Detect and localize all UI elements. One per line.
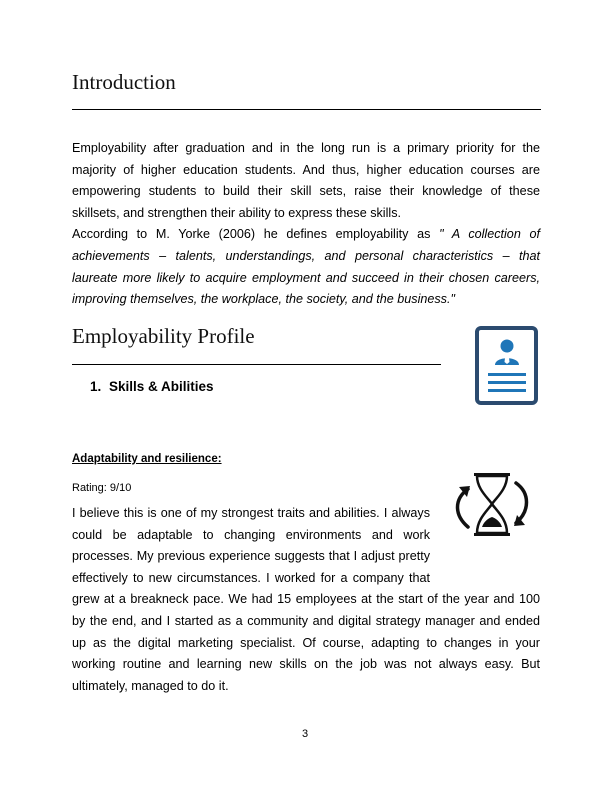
- yorke-quote: " A collection of achievements – talents, understandings, and personal characteristics – that laureate more likely to acquire employment and succeed in their chosen careers, improving themselves, the workplace, the society, and the business.": [72, 227, 540, 307]
- profile-divider: [72, 364, 441, 365]
- section-skills-abilities: [90, 379, 214, 394]
- page-number: 3: [302, 728, 309, 740]
- introduction-heading: Introduction: [72, 70, 176, 94]
- profile-card-icon: [474, 325, 540, 407]
- adaptability-rating: Rating: 9/10: [72, 482, 132, 494]
- introduction-divider: [72, 109, 541, 110]
- adaptability-heading: Adaptability and resilience:: [72, 453, 222, 465]
- section-number: 1.: [90, 379, 102, 394]
- hourglass-cycle-icon: [430, 503, 540, 569]
- adaptability-text: I believe this is one of my strongest traits and abilities. I always could be adaptable to changing environments and work processes. My previous experience suggests that I adjust pretty effectively to new circumstances. I worked for a company that grew at a breakneck pace. We had 15 employees at the start of the year and 100 by the end, and I started as a community and digital strategy manager and ended up as the digital marketing specialist. Of course, adapting to changes in your working routine and learning new skills on the job was not always easy. But ultimately, managed to do it.: [72, 506, 540, 693]
- introduction-text-2-lead: According to M. Yorke (2006) he defines employability as: [72, 227, 440, 242]
- profile-heading: Employability Profile: [72, 324, 255, 348]
- adaptability-paragraph: [72, 503, 540, 697]
- introduction-paragraph: [72, 138, 540, 311]
- section-title: Skills & Abilities: [109, 379, 214, 394]
- introduction-text-1: Employability after graduation and in the long run is a primary priority for the majority of higher education students. And thus, higher education courses are empowering students to build their skill sets, raise their knowledge of these skillsets, and strengthen their ability to express these skills.: [72, 141, 540, 220]
